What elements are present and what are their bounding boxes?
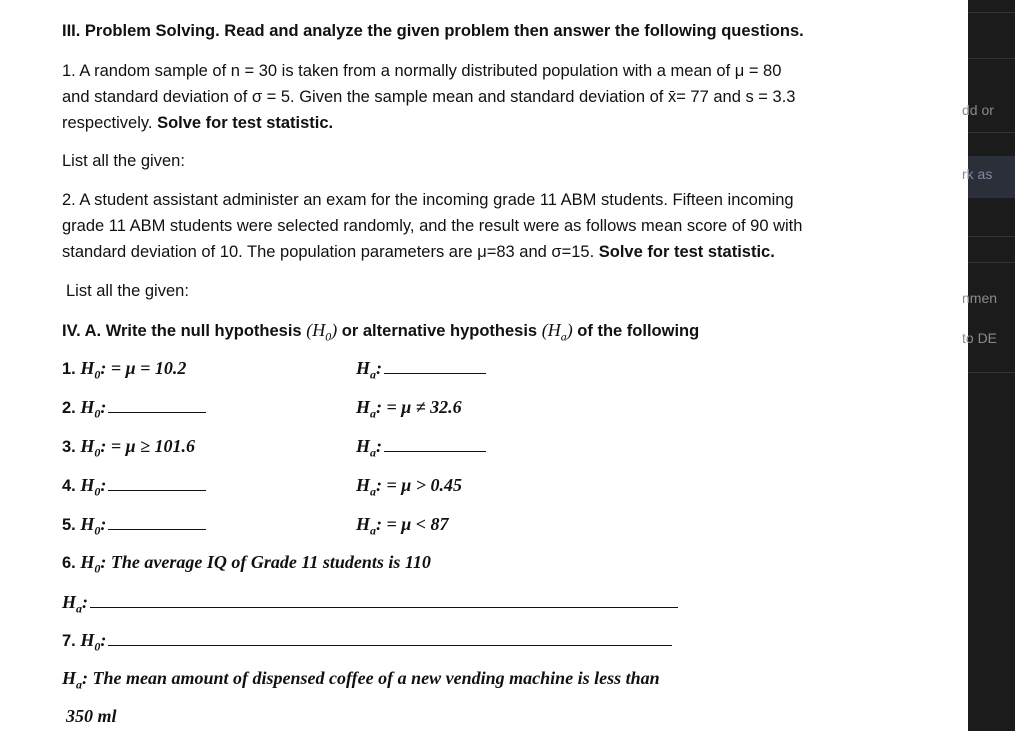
answer-blank[interactable] (108, 489, 206, 491)
divider (968, 12, 1015, 13)
item-7-h0: $H_0$: (80, 630, 107, 654)
iv-heading-part-3: of the following (577, 322, 700, 340)
problem-1-line-1: 1. A random sample of n = 30 is taken from a normally distributed population with a mean of μ = 80 (62, 62, 782, 80)
answer-blank[interactable] (384, 450, 486, 452)
item-7-number: 7. (62, 632, 76, 650)
problem-1-line-3 (62, 114, 333, 133)
answer-blank[interactable] (108, 528, 206, 530)
h0-symbol: $(H_0)$ (306, 320, 338, 344)
item-5-number: 5. (62, 516, 76, 534)
ha-symbol: $(H_a)$ (541, 320, 573, 344)
answer-blank[interactable] (108, 644, 672, 646)
section-iv-heading (62, 320, 699, 345)
item-3-number: 3. (62, 438, 76, 456)
given-label-1: List all the given: (62, 152, 185, 170)
section-iii-heading: III. Problem Solving. Read and analyze the given problem then answer the following questions. (62, 22, 804, 40)
side-panel (962, 0, 1015, 731)
problem-2-line-3 (62, 243, 775, 262)
item-2-number: 2. (62, 399, 76, 417)
item-4-ha: $H_a$: = μ > 0.45 (356, 475, 463, 499)
problem-2-line-2: grade 11 ABM students were selected randomly, and the result were as follows mean score of 90 with (62, 217, 803, 235)
item-3-ha: $H_a$: (356, 436, 486, 461)
item-5-h0: $H_0$: (80, 514, 107, 538)
item-2-ha: $H_a$: = μ ≠ 32.6 (356, 397, 462, 421)
answer-blank[interactable] (90, 606, 678, 608)
problem-2-instruction: Solve for test statistic. (598, 243, 775, 261)
item-1-number: 1. (62, 360, 76, 378)
divider (968, 372, 1015, 373)
iv-heading-part-1: IV. A. Write the null hypothesis (62, 322, 302, 340)
side-item-add-or[interactable]: dd or (962, 102, 994, 118)
item-5 (62, 514, 206, 539)
item-6 (62, 552, 431, 577)
item-2-h0: $H_0$: (80, 397, 107, 421)
item-7 (62, 630, 672, 655)
divider (968, 132, 1015, 133)
problem-1-respectively: respectively. (62, 114, 153, 132)
item-3 (62, 436, 195, 461)
problem-2-line-1: 2. A student assistant administer an exam for the incoming grade 11 ABM students. Fifteen incoming (62, 191, 794, 209)
item-4 (62, 475, 206, 500)
item-1-ha: $H_a$: (356, 358, 486, 383)
item-2 (62, 397, 206, 422)
item-5-ha: $H_a$: = μ < 87 (356, 514, 449, 538)
item-1 (62, 358, 186, 383)
answer-blank[interactable] (384, 372, 486, 374)
side-item-to-de[interactable]: to DE (962, 330, 998, 346)
iv-heading-part-2: or alternative hypothesis (341, 322, 538, 340)
item-7-ha: $H_a$: The mean amount of dispensed coffee of a new vending machine is less than (62, 668, 660, 692)
given-label-2: List all the given: (66, 282, 189, 300)
item-6-ha: $H_a$: (62, 592, 678, 617)
divider (968, 262, 1015, 263)
divider (968, 58, 1015, 59)
item-6-number: 6. (62, 554, 76, 572)
item-4-h0: $H_0$: (80, 475, 107, 499)
item-4-number: 4. (62, 477, 76, 495)
answer-blank[interactable] (108, 411, 206, 413)
item-3-h0: $H_0$: = μ ≥ 101.6 (80, 436, 196, 460)
divider (968, 236, 1015, 237)
side-item-comment[interactable]: nmen (962, 290, 998, 306)
problem-1-line-2: and standard deviation of σ = 5. Given the sample mean and standard deviation of x̄= 77 and s = 3.3 (62, 88, 796, 106)
item-7-ha-line-2: 350 ml (66, 706, 117, 726)
item-6-h0: $H_0$: The average IQ of Grade 11 students is 110 (80, 552, 431, 576)
side-mark-as-button[interactable]: rk as (968, 156, 1015, 198)
item-1-h0: $H_0$: = μ = 10.2 (80, 358, 187, 382)
problem-1-instruction: Solve for test statistic. (157, 114, 334, 132)
problem-2-parameters: standard deviation of 10. The population parameters are μ=83 and σ=15. (62, 243, 595, 261)
